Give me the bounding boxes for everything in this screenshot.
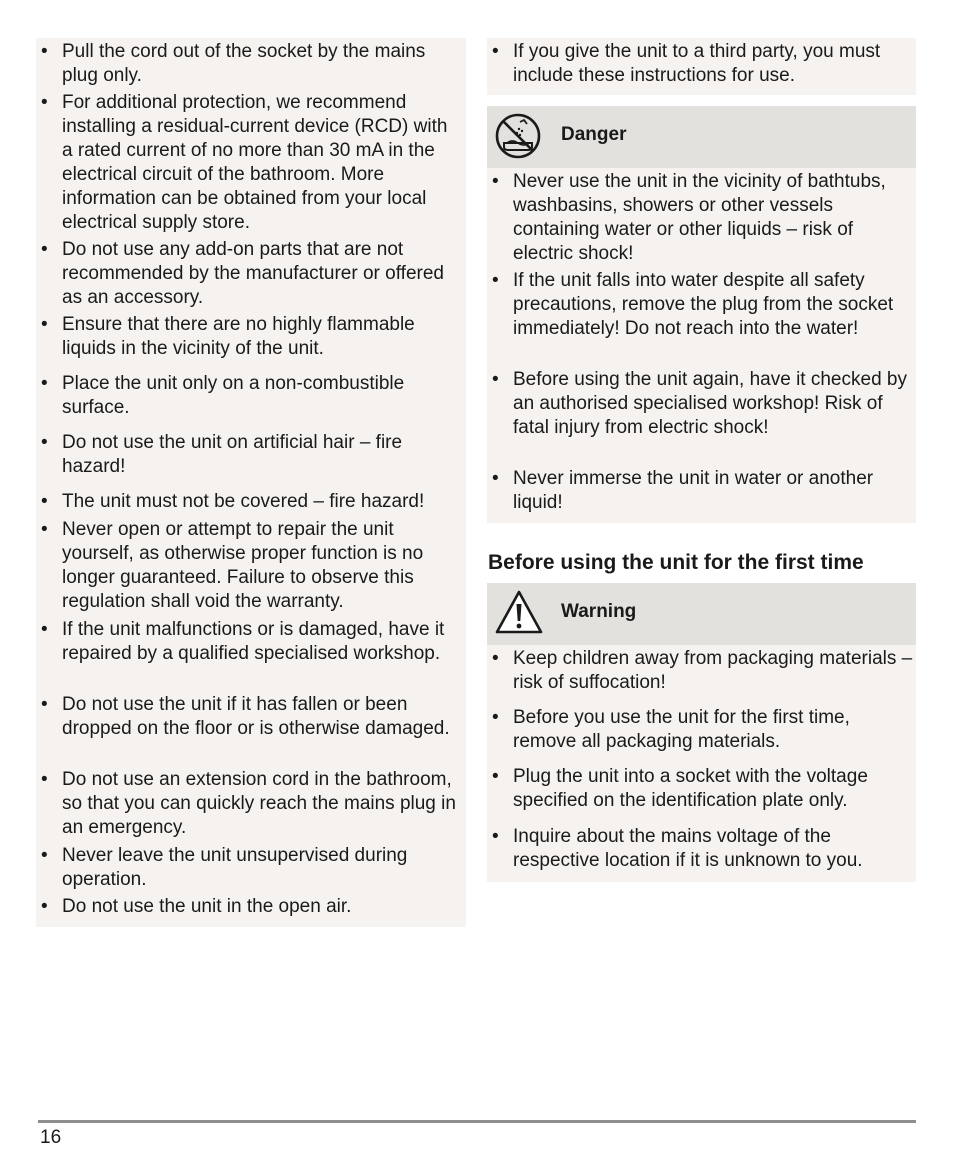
list-item: • If the unit falls into water despite all safety precautions, remove the plug from the socket immediately! Do not reach into the water! <box>487 269 918 341</box>
list-item: • Keep children away from packaging materials – risk of suffocation! <box>487 647 918 695</box>
safety-instructions-box <box>36 38 466 927</box>
list-item: • Do not use the unit if it has fallen or been dropped on the floor or is otherwise damaged. <box>36 693 462 741</box>
warning-box <box>487 645 916 882</box>
list-item: • If the unit malfunctions or is damaged, have it repaired by a qualified specialised workshop. <box>36 618 462 666</box>
list-item: • Do not use the unit in the open air. <box>36 895 462 919</box>
no-water-icon <box>494 112 542 160</box>
list-item: • Pull the cord out of the socket by the mains plug only. <box>36 40 462 88</box>
list-item: • Ensure that there are no highly flammable liquids in the vicinity of the unit. <box>36 313 462 361</box>
footer-rule <box>38 1120 916 1123</box>
warning-label: Warning <box>561 601 637 622</box>
warning-header <box>487 583 916 645</box>
list-item: • Do not use any add-on parts that are not recommended by the manufacturer or offered as an accessory. <box>36 238 462 310</box>
list-item: • Never leave the unit unsupervised during operation. <box>36 844 462 892</box>
danger-label: Danger <box>561 124 627 145</box>
danger-box <box>487 168 916 523</box>
list-item: • Inquire about the mains voltage of the respective location if it is unknown to you. <box>487 825 918 873</box>
list-item: • The unit must not be covered – fire hazard! <box>36 490 462 514</box>
danger-header <box>487 106 916 168</box>
list-item: • Place the unit only on a non-combustible surface. <box>36 372 462 420</box>
list-item: • Plug the unit into a socket with the voltage specified on the identification plate only. <box>487 765 918 813</box>
section-heading: Before using the unit for the first time <box>488 551 864 574</box>
list-item: • Never immerse the unit in water or another liquid! <box>487 467 918 515</box>
page-number: 16 <box>40 1127 62 1148</box>
warning-triangle-icon <box>494 589 544 635</box>
list-item: • Do not use the unit on artificial hair – fire hazard! <box>36 431 462 479</box>
third-party-box <box>487 38 916 95</box>
list-item: • Never open or attempt to repair the unit yourself, as otherwise proper function is no longer guaranteed. Failure to observe this regulation shall void the warranty. <box>36 518 462 614</box>
list-item: • Before you use the unit for the first time, remove all packaging materials. <box>487 706 918 754</box>
list-item: • Never use the unit in the vicinity of bathtubs, washbasins, showers or other vessels containing water or other liquids – risk of electric shock! <box>487 170 918 266</box>
list-item: • If you give the unit to a third party, you must include these instructions for use. <box>487 40 918 88</box>
list-item: • For additional protection, we recommend installing a residual-current device (RCD) with a rated current of no more than 30 mA in the electrical circuit of the bathroom. More information can be obtained from your local electrical supply store. <box>36 91 462 235</box>
list-item: • Before using the unit again, have it checked by an authorised specialised workshop! Risk of fatal injury from electric shock! <box>487 368 918 440</box>
list-item: • Do not use an extension cord in the bathroom, so that you can quickly reach the mains plug in an emergency. <box>36 768 462 840</box>
